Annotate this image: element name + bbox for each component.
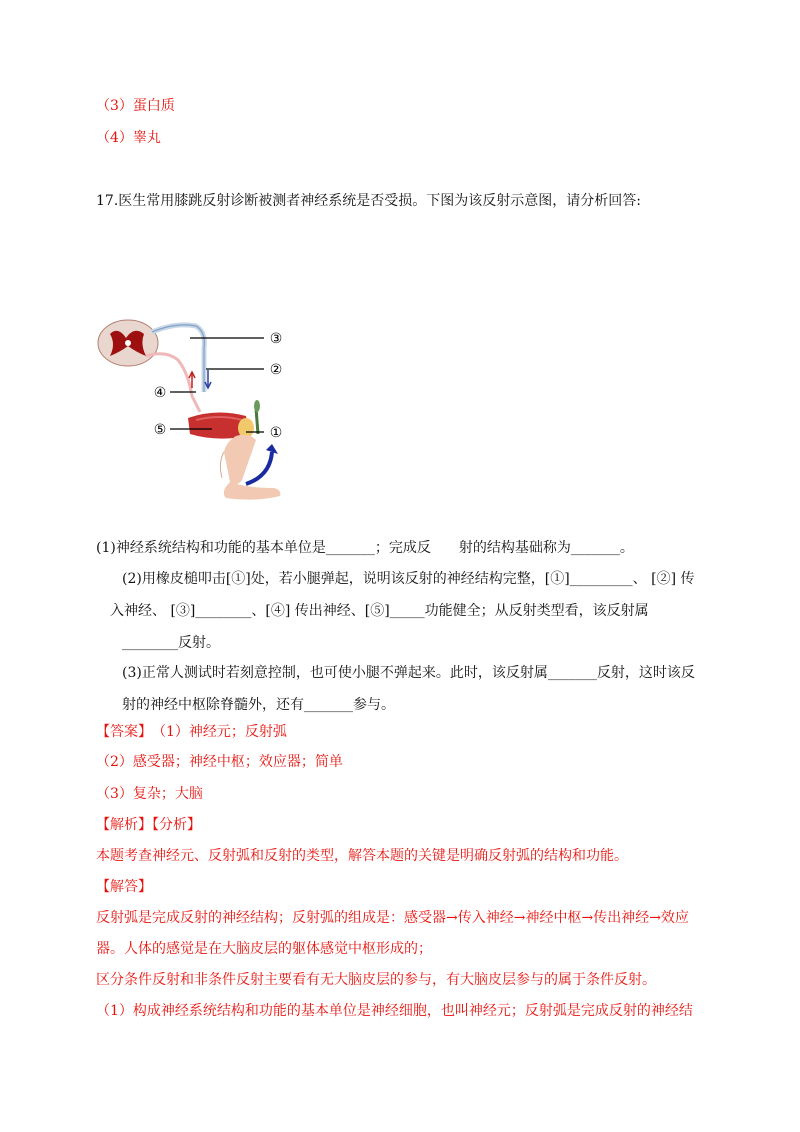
label-3: ③ [269, 331, 283, 347]
question-part-2-line-3: ________反射。 [122, 635, 220, 651]
solution-header: 【解答】 [96, 879, 152, 895]
knee-reflex-figure [96, 312, 296, 512]
solution-line-2: 器。人体的感觉是在大脑皮层的躯体感觉中枢形成的； [96, 941, 432, 957]
analysis-text: 本题考查神经元、反射弧和反射的类型，解答本题的关键是明确反射弧的结构和功能。 [96, 848, 628, 864]
analysis-header: 【解析】【分析】 [96, 817, 201, 833]
label-2: ② [269, 362, 283, 378]
answer-3: （3）复杂；大脑 [96, 786, 203, 802]
spinal-cord-section [98, 320, 158, 366]
label-1: ① [269, 425, 283, 441]
answer-1: （1）神经元；反射弧 [152, 724, 287, 740]
prev-answer-3: （3）蛋白质 [96, 98, 175, 114]
question-part-2-line-1: (2)用橡皮槌叩击[①]处，若小腿弹起，说明该反射的神经结构完整，[①]_________、 [②] 传 [122, 571, 695, 587]
label-4: ④ [153, 385, 167, 401]
solution-line-4: （1）构成神经系统结构和功能的基本单位是神经细胞，也叫神经元；反射弧是完成反射的神经结 [96, 1003, 693, 1019]
solution-line-1: 反射弧是完成反射的神经结构；反射弧的组成是：感受器→传入神经→神经中枢→传出神经→效应 [96, 910, 689, 926]
question-part-3-line-2: 射的神经中枢除脊髓外，还有_______参与。 [122, 697, 395, 713]
prev-answer-4: （4）睾丸 [96, 130, 161, 146]
solution-line-3: 区分条件反射和非条件反射主要看有无大脑皮层的参与，有大脑皮层参与的属于条件反射。 [96, 972, 656, 988]
question-stem: 17.医生常用膝跳反射诊断被测者神经系统是否受损。下图为该反射示意图，请分析回答: [96, 193, 641, 209]
label-5: ⑤ [153, 422, 167, 438]
question-part-2-line-2: 入神经、 [③]________、[④] 传出神经、[⑤]_____功能健全；从反射类型看，该反射属 [110, 603, 649, 619]
answer-2: （2）感受器；神经中枢；效应器；简单 [96, 754, 343, 770]
question-part-3-line-1: (3)正常人测试时若刻意控制，也可使小腿不弹起来。此时，该反射属_______反射，这时该反 [122, 665, 695, 681]
question-part-1: (1)神经系统结构和功能的基本单位是_______；完成反 射的结构基础称为_______。 [96, 540, 634, 556]
answer-header: 【答案】 [96, 724, 152, 740]
